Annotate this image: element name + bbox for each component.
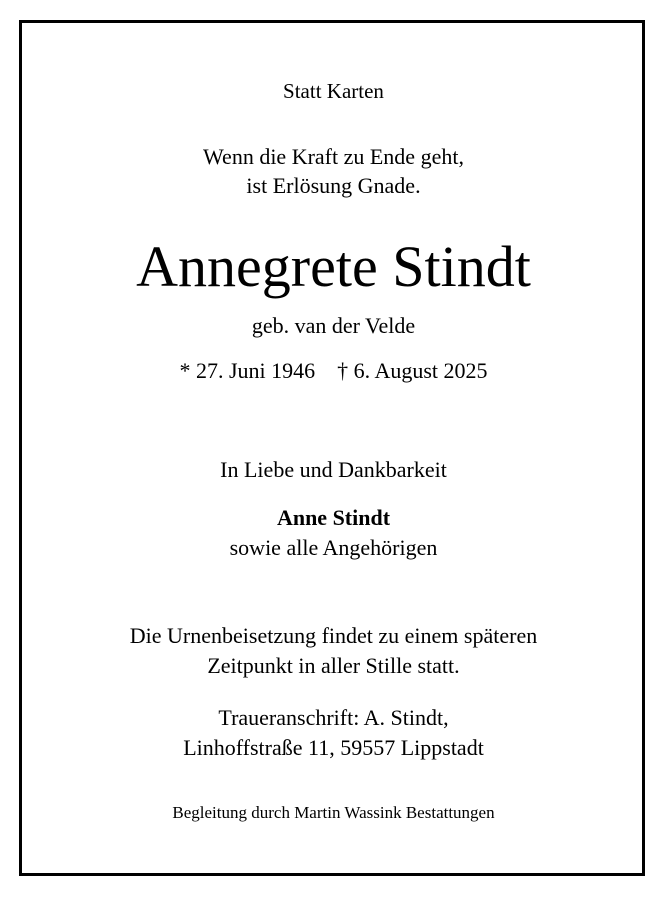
- deceased-name: Annegrete Stindt: [136, 234, 531, 299]
- maiden-name: geb. van der Velde: [251, 313, 416, 338]
- life-dates: [0, 360, 667, 382]
- mourner-name: Anne Stindt: [276, 505, 391, 530]
- burial-line-1: Die Urnenbeisetzung findet zu einem späteren: [129, 623, 538, 648]
- address-line-1: Traueranschrift: A. Stindt,: [218, 705, 449, 730]
- death-date: † 6. August 2025: [337, 358, 488, 383]
- burial-line-2: Zeitpunkt in aller Stille statt.: [207, 653, 460, 678]
- notice-header: Statt Karten: [283, 79, 384, 103]
- address-line-2: Linhoffstraße 11, 59557 Lippstadt: [183, 735, 484, 760]
- birth-date: * 27. Juni 1946: [179, 358, 316, 383]
- relatives-line: sowie alle Angehörigen: [229, 535, 438, 560]
- verse-line-1: Wenn die Kraft zu Ende geht,: [203, 144, 464, 169]
- closing-phrase: In Liebe und Dankbarkeit: [220, 457, 447, 482]
- verse-line-2: ist Erlösung Gnade.: [246, 173, 421, 198]
- funeral-home-credit: Begleitung durch Martin Wassink Bestattungen: [172, 803, 495, 822]
